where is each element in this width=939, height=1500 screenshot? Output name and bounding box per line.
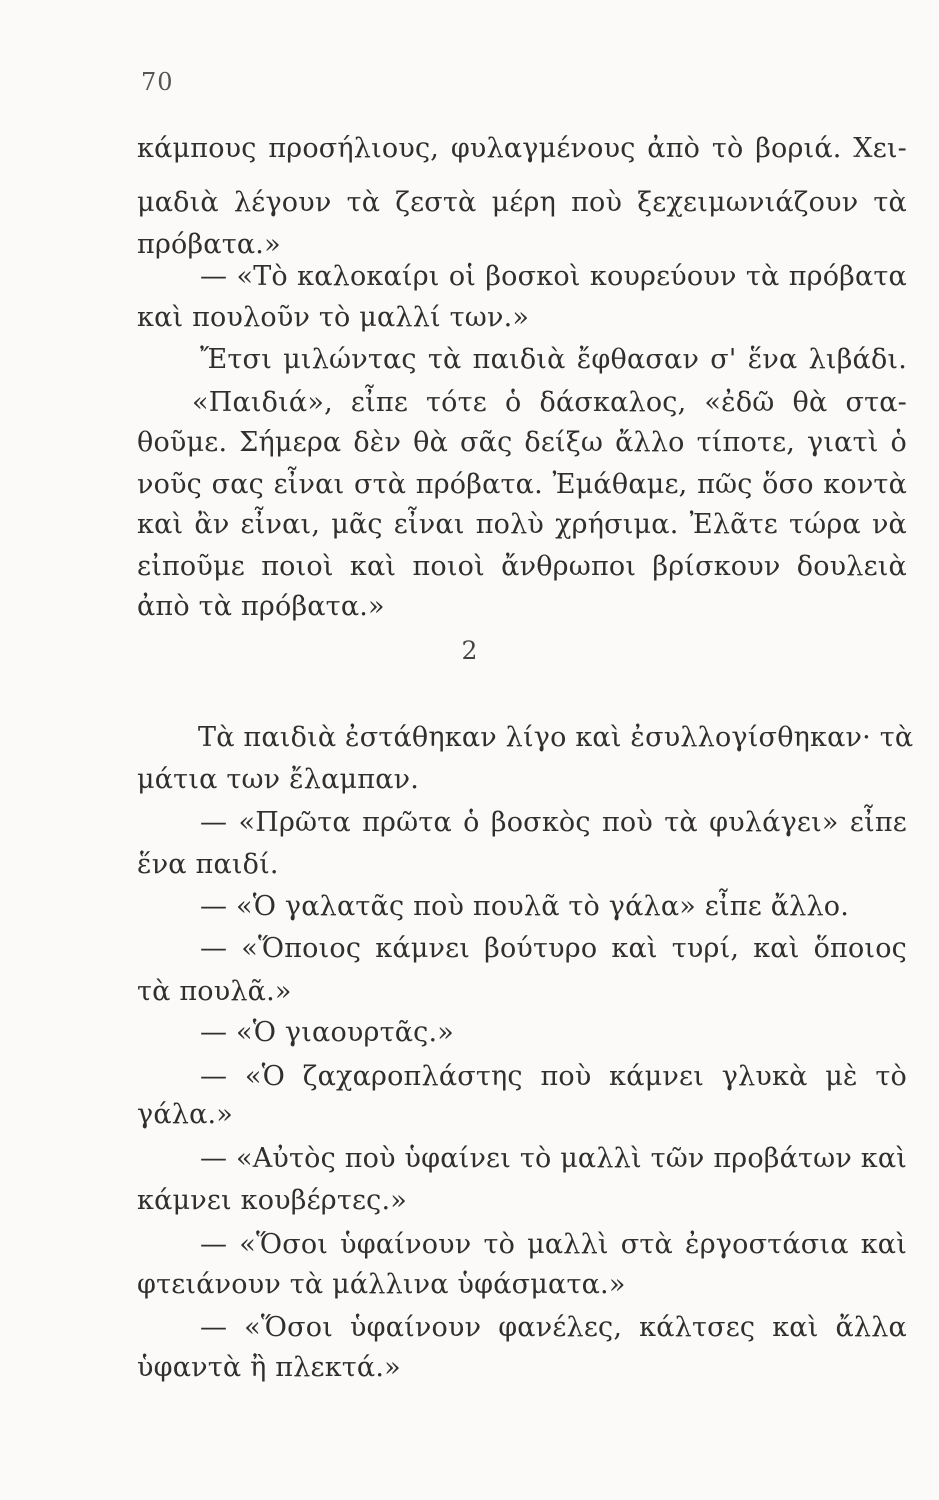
text-line: — «Αὐτὸς ποὺ ὑφαίνει τὸ μαλλὶ τῶν προβάτων καὶ [200, 1143, 908, 1174]
text-line: ἕνα παιδί. [137, 849, 279, 880]
text-line: νοῦς σας εἶναι στὰ πρόβατα. Ἐμάθαμε, πῶς ὅσο κοντὰ [137, 469, 907, 500]
text-line: γάλα.» [137, 1099, 234, 1130]
text-line: ὑφαντὰ ἢ πλεκτά.» [137, 1352, 401, 1383]
text-line: — «Πρῶτα πρῶτα ὁ βοσκὸς ποὺ τὰ φυλάγει» εἶπε [200, 807, 907, 838]
text-line: — «Ὁ ζαχαροπλάστης ποὺ κάμνει γλυκὰ μὲ τὸ [200, 1061, 907, 1092]
text-line: τὰ πουλᾶ.» [137, 976, 292, 1007]
text-line: ἀπὸ τὰ πρόβατα.» [137, 591, 385, 622]
text-line: καὶ ἂν εἶναι, μᾶς εἶναι πολὺ χρήσιμα. Ἐλᾶτε τώρα νὰ [137, 509, 907, 540]
text-line: μαδιὰ λέγουν τὰ ζεστὰ μέρη ποὺ ξεχειμωνιάζουν τὰ [137, 187, 907, 218]
text-line: θοῦμε. Σήμερα δὲν θὰ σᾶς δείξω ἄλλο τίποτε, γιατὶ ὁ [137, 427, 907, 458]
text-line: Τὰ παιδιὰ ἐστάθηκαν λίγο καὶ ἐσυλλογίσθηκαν· τὰ [198, 722, 914, 753]
text-line: πρόβατα.» [137, 229, 281, 260]
text-line: φτειάνουν τὰ μάλλινα ὑφάσματα.» [137, 1269, 626, 1300]
text-line: — «Ὁ γιαουρτᾶς.» [200, 1017, 454, 1048]
text-line: — «Ὅποιος κάμνει βούτυρο καὶ τυρί, καὶ ὅποιος [200, 933, 907, 964]
text-line: Ἔτσι μιλώντας τὰ παιδιὰ ἔφθασαν σ' ἕνα λιβάδι. [200, 344, 907, 375]
text-line: καὶ πουλοῦν τὸ μαλλί των.» [137, 302, 530, 333]
text-line: «Παιδιά», εἶπε τότε ὁ δάσκαλος, «ἐδῶ θὰ στα- [192, 387, 907, 418]
text-line: — «Ὅσοι ὑφαίνουν φανέλες, κάλτσες καὶ ἄλλα [200, 1312, 907, 1343]
section-number: 2 [461, 636, 478, 665]
text-line: — «Ὅσοι ὑφαίνουν τὸ μαλλὶ στὰ ἐργοστάσια καὶ [200, 1229, 907, 1260]
text-line: εἰποῦμε ποιοὶ καὶ ποιοὶ ἄνθρωποι βρίσκουν δουλειὰ [137, 551, 907, 582]
page-number: 70 [141, 68, 174, 96]
text-line: μάτια των ἔλαμπαν. [137, 764, 420, 795]
text-line: — «Ὁ γαλατᾶς ποὺ πουλᾶ τὸ γάλα» εἶπε ἄλλο. [200, 891, 849, 922]
text-line: κάμπους προσήλιους, φυλαγμένους ἀπὸ τὸ βοριά. Χει- [137, 133, 907, 164]
text-line: κάμνει κουβέρτες.» [137, 1185, 407, 1216]
text-line: — «Τὸ καλοκαίρι οἱ βοσκοὶ κουρεύουν τὰ πρόβατα [200, 261, 907, 292]
